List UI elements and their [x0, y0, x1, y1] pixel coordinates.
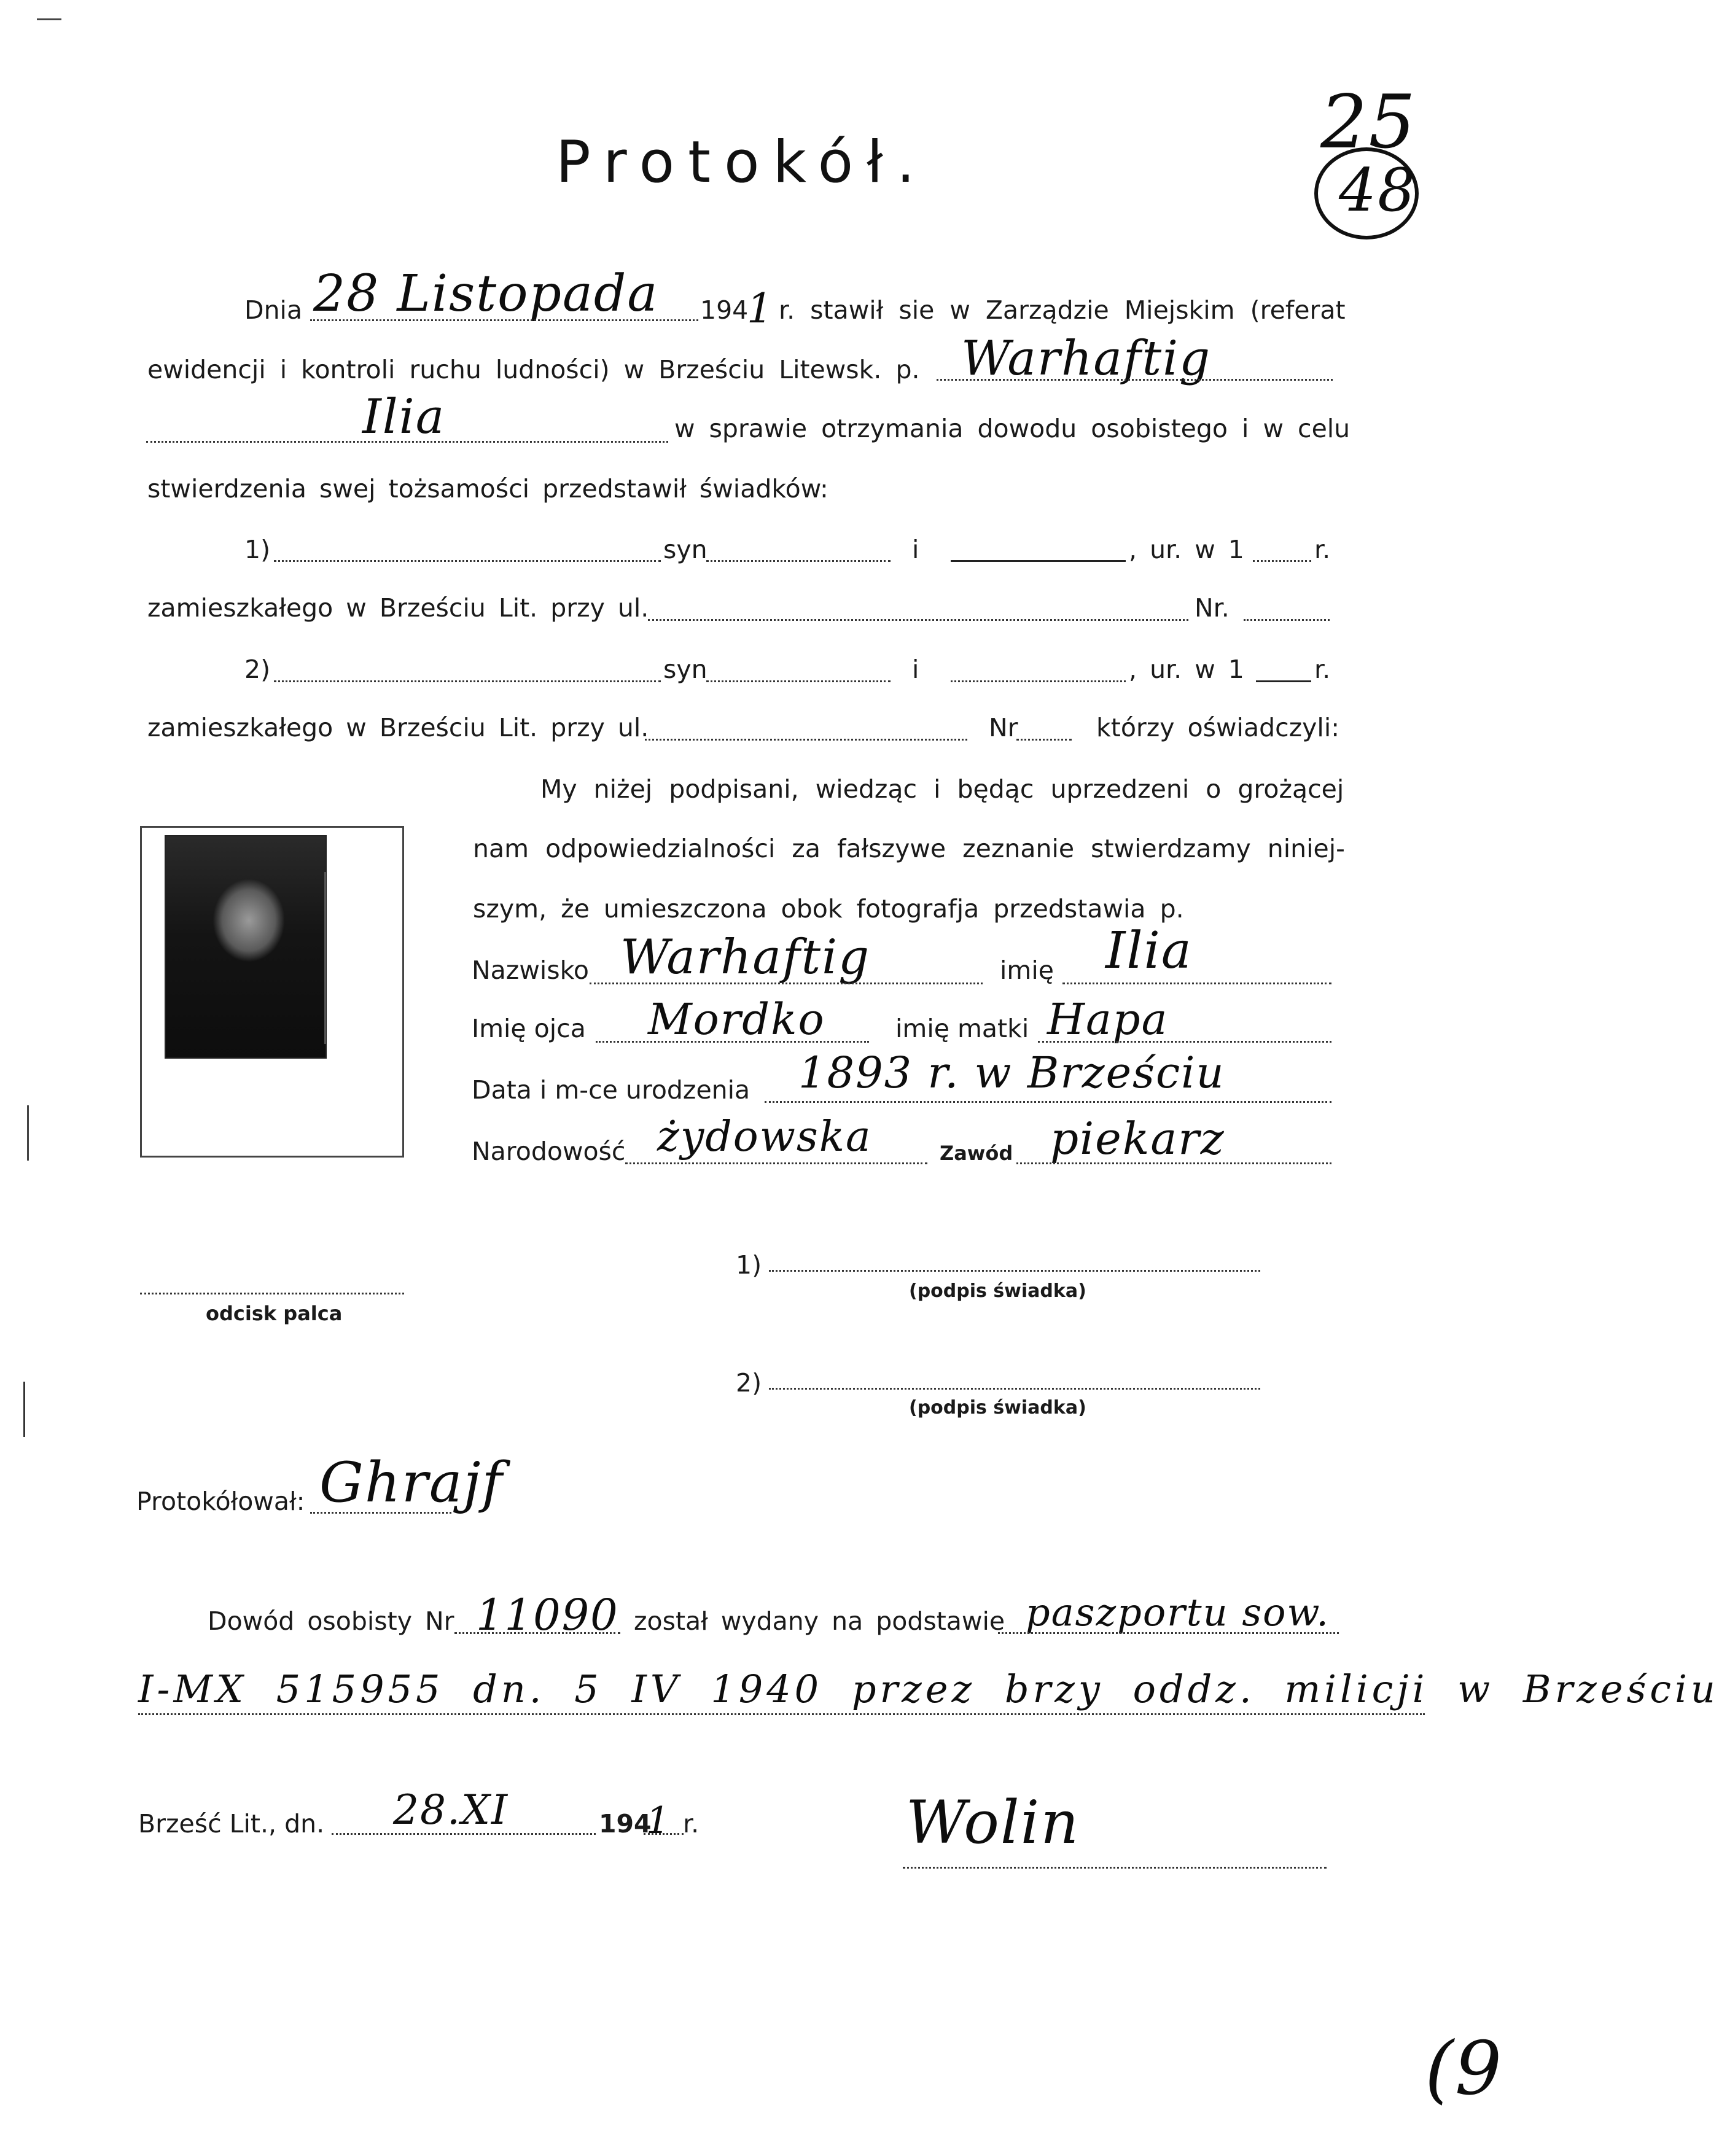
matki-value: Hapa [1047, 994, 1169, 1045]
address1-nr: Nr. [1195, 593, 1230, 623]
narod-label: Narodowość [472, 1137, 626, 1166]
ojca-line [596, 1041, 869, 1043]
nazwisko-line [590, 983, 983, 984]
fingerprint-line [140, 1293, 404, 1294]
witness2-syn: syn [663, 655, 707, 684]
address2-nr: Nr [989, 713, 1018, 742]
ojca-value: Mordko [648, 994, 825, 1045]
date-handwritten: 28 Listopada [313, 265, 659, 323]
line4-text: stwierdzenia swej tożsamości przedstawił świadków: [147, 474, 828, 504]
narod-line [625, 1162, 927, 1164]
witness1-num: 1) [244, 535, 271, 564]
witness2-year-line [1256, 680, 1311, 682]
sig2-caption: (podpis świadka) [909, 1397, 1086, 1419]
dowod-basis: paszportu sow. [1026, 1590, 1330, 1635]
footer-date: 28.XI [393, 1786, 509, 1834]
witness2-num: 2) [244, 655, 271, 684]
dowod-prefix: Dowód osobisty Nr [208, 1606, 454, 1636]
footer-signature: Wolin [906, 1788, 1080, 1857]
address2-tail: którzy oświadczyli: [1096, 713, 1340, 742]
data-label: Data i m-ce urodzenia [472, 1075, 750, 1105]
dowod-number-line [454, 1632, 620, 1634]
left-edge-mark-2 [27, 1105, 29, 1161]
zawod-line [1016, 1162, 1331, 1164]
footer-signature-line [903, 1867, 1327, 1869]
declaration-line2: nam odpowiedzialności za fałszywe zeznanie stwierdzamy niniej- [473, 834, 1345, 863]
dowod-line2: I-MX 515955 dn. 5 IV 1940 przez brzy oddz. milicji w Brześciu [138, 1667, 1719, 1711]
sig2-line [769, 1388, 1260, 1390]
witness2-r: r. [1314, 655, 1331, 684]
witness2-ur: , ur. w 1 [1129, 655, 1244, 684]
footer-year: 194 [599, 1809, 652, 1839]
imie-value: Ilia [1105, 922, 1193, 980]
imie-line [1062, 983, 1331, 984]
line1-text: r. stawił sie w Zarządzie Miejskim (referat [779, 295, 1346, 325]
address2-street-line [645, 739, 967, 741]
witness2-name-line [274, 680, 661, 682]
data-line [765, 1101, 1331, 1103]
data-value: 1893 r. w Brześciu [798, 1048, 1225, 1098]
line2-text: ewidencji i kontroli ruchu ludności) w Brześciu Litewsk. p. [147, 355, 920, 384]
imie-label: imię [1000, 955, 1054, 985]
witness1-father-line [706, 560, 891, 562]
fingerprint-label: odcisk palca [206, 1302, 343, 1325]
year-print: 194 [700, 295, 749, 325]
matki-label: imię matki [895, 1014, 1029, 1043]
photo-stamp-edge [324, 872, 357, 1044]
sig2-num: 2) [736, 1368, 762, 1398]
dowod-line2-rule [138, 1713, 1425, 1715]
narod-value: żydowska [657, 1113, 872, 1161]
page-mark: (9 [1425, 2026, 1503, 2112]
dowod-basis-line [998, 1632, 1339, 1634]
circled-number: 48 [1339, 156, 1417, 225]
top-left-mark [37, 18, 61, 20]
document-title: Protokół. [556, 129, 929, 196]
witness2-i: i [912, 655, 919, 684]
witness1-mother-line [951, 560, 1126, 562]
declaration-line1: My niżej podpisani, wiedząc i będąc uprzedzeni o grożącej [540, 774, 1344, 804]
nazwisko-value: Warhaftig [620, 930, 871, 985]
protokolowal-line [310, 1512, 451, 1514]
zawod-label: Zawód [940, 1142, 1013, 1165]
nazwisko-label: Nazwisko [472, 955, 589, 985]
sig1-num: 1) [736, 1250, 762, 1280]
footer-date-line [332, 1833, 596, 1835]
witness1-i: i [912, 535, 919, 564]
dowod-number: 11090 [476, 1590, 619, 1640]
address2-text: zamieszkałego w Brześciu Lit. przy ul. [147, 713, 649, 742]
address1-nr-line [1244, 619, 1330, 621]
declaration-line3: szym, że umieszczona obok fotografja przedstawia p. [473, 894, 1184, 924]
witness1-syn: syn [663, 535, 707, 564]
address1-text: zamieszkałego w Brześciu Lit. przy ul. [147, 593, 649, 623]
protokolowal-label: Protokółował: [136, 1487, 305, 1516]
surname-handwritten: Warhaftig [961, 331, 1212, 386]
zawod-value: piekarz [1050, 1113, 1225, 1164]
firstname-handwritten: Ilia [362, 389, 446, 445]
sig1-line [769, 1270, 1260, 1272]
line3-text: w sprawie otrzymania dowodu osobistego i w celu [674, 414, 1351, 443]
witness1-year-line [1253, 560, 1311, 562]
left-edge-mark [23, 1382, 25, 1437]
footer-r: r. [683, 1809, 700, 1839]
footer-place: Brześć Lit., dn. [138, 1809, 325, 1839]
address2-nr-line [1016, 739, 1072, 741]
applicant-photo [165, 835, 327, 1059]
date-prefix: Dnia [244, 295, 303, 325]
protokolowal-signature: Ghrajf [319, 1450, 504, 1515]
year-hand: 1 [747, 285, 774, 332]
matki-line [1038, 1041, 1331, 1043]
footer-year-hand: 1 [646, 1799, 671, 1842]
witness1-ur: , ur. w 1 [1129, 535, 1244, 564]
address1-street-line [648, 619, 1188, 621]
sig1-caption: (podpis świadka) [909, 1280, 1086, 1302]
witness2-father-line [706, 680, 891, 682]
surname-dotted-line [937, 379, 1333, 381]
ojca-label: Imię ojca [472, 1014, 586, 1043]
footer-year-line [644, 1833, 684, 1835]
dowod-middle: został wydany na podstawie [634, 1606, 1005, 1636]
witness1-name-line [274, 560, 661, 562]
witness2-mother-line [951, 680, 1126, 682]
archive-number: 25 [1320, 80, 1417, 165]
date-dotted-line [310, 319, 698, 321]
witness1-r: r. [1314, 535, 1331, 564]
